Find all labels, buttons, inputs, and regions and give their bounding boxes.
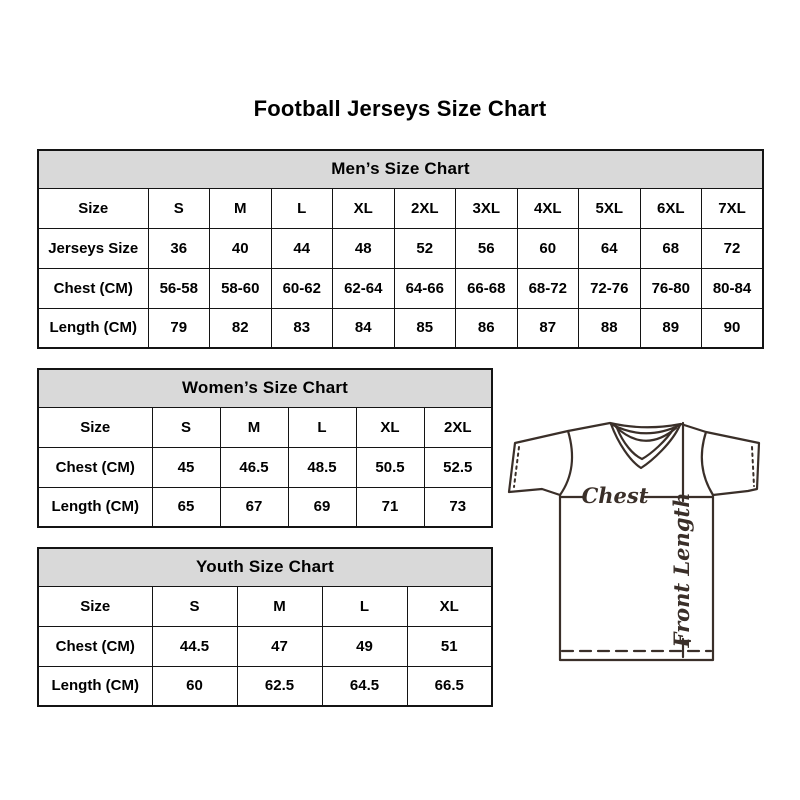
jersey-outline <box>509 423 759 660</box>
row-label-cell: Chest (CM) <box>38 447 152 487</box>
row-label-cell: Chest (CM) <box>38 268 148 308</box>
value-cell: 40 <box>210 228 272 268</box>
value-cell: 66-68 <box>456 268 518 308</box>
value-cell: 44.5 <box>152 626 237 666</box>
value-cell: 47 <box>237 626 322 666</box>
value-cell: 66.5 <box>407 666 492 706</box>
value-cell: 62-64 <box>333 268 395 308</box>
row-label-cell: Size <box>38 407 152 447</box>
value-cell: 69 <box>288 487 356 527</box>
right-sleeve-seam <box>702 432 713 495</box>
size-header-cell: 6XL <box>640 188 702 228</box>
table-title: Youth Size Chart <box>38 548 492 586</box>
value-cell: 48 <box>333 228 395 268</box>
value-cell: 52.5 <box>424 447 492 487</box>
value-cell: 64-66 <box>394 268 456 308</box>
value-cell: 62.5 <box>237 666 322 706</box>
value-cell: 89 <box>640 308 702 348</box>
value-cell: 58-60 <box>210 268 272 308</box>
value-cell: 83 <box>271 308 333 348</box>
size-header-cell: M <box>220 407 288 447</box>
table-row <box>38 268 763 308</box>
value-cell: 48.5 <box>288 447 356 487</box>
value-cell: 88 <box>579 308 641 348</box>
size-header-cell: 5XL <box>579 188 641 228</box>
value-cell: 82 <box>210 308 272 348</box>
value-cell: 49 <box>322 626 407 666</box>
row-label-cell: Jerseys Size <box>38 228 148 268</box>
size-header-cell: S <box>152 586 237 626</box>
value-cell: 51 <box>407 626 492 666</box>
size-header-cell: XL <box>356 407 424 447</box>
size-header-cell: S <box>148 188 210 228</box>
value-cell: 64.5 <box>322 666 407 706</box>
row-label-cell: Size <box>38 586 152 626</box>
size-header-cell: L <box>271 188 333 228</box>
value-cell: 84 <box>333 308 395 348</box>
jersey-measurement-diagram <box>502 398 774 680</box>
page-title: Football Jerseys Size Chart <box>253 96 547 121</box>
value-cell: 90 <box>702 308 764 348</box>
row-label-cell: Length (CM) <box>38 308 148 348</box>
value-cell: 87 <box>517 308 579 348</box>
value-cell: 86 <box>456 308 518 348</box>
value-cell: 56-58 <box>148 268 210 308</box>
row-label-cell: Length (CM) <box>38 487 152 527</box>
value-cell: 46.5 <box>220 447 288 487</box>
value-cell: 68-72 <box>517 268 579 308</box>
value-cell: 64 <box>579 228 641 268</box>
row-label-cell: Size <box>38 188 148 228</box>
size-header-cell: 2XL <box>424 407 492 447</box>
value-cell: 73 <box>424 487 492 527</box>
value-cell: 80-84 <box>702 268 764 308</box>
table-row <box>38 308 763 348</box>
youth-size-table <box>37 547 493 707</box>
value-cell: 60 <box>152 666 237 706</box>
size-header-cell: M <box>210 188 272 228</box>
value-cell: 72-76 <box>579 268 641 308</box>
table-row <box>38 407 492 447</box>
chest-label: Chest <box>581 483 649 508</box>
row-label-cell: Chest (CM) <box>38 626 152 666</box>
value-cell: 36 <box>148 228 210 268</box>
size-header-cell: S <box>152 407 220 447</box>
value-cell: 45 <box>152 447 220 487</box>
table-row <box>38 626 492 666</box>
value-cell: 50.5 <box>356 447 424 487</box>
value-cell: 76-80 <box>640 268 702 308</box>
size-header-cell: 3XL <box>456 188 518 228</box>
value-cell: 52 <box>394 228 456 268</box>
value-cell: 44 <box>271 228 333 268</box>
table-title: Men’s Size Chart <box>38 150 763 188</box>
size-header-cell: L <box>322 586 407 626</box>
row-label-cell: Length (CM) <box>38 666 152 706</box>
value-cell: 79 <box>148 308 210 348</box>
value-cell: 60 <box>517 228 579 268</box>
table-row <box>38 188 763 228</box>
table-title: Women’s Size Chart <box>38 369 492 407</box>
size-header-cell: 4XL <box>517 188 579 228</box>
mens-size-table <box>37 149 764 349</box>
size-header-cell: XL <box>333 188 395 228</box>
size-header-cell: XL <box>407 586 492 626</box>
value-cell: 56 <box>456 228 518 268</box>
size-header-cell: M <box>237 586 322 626</box>
size-header-cell: L <box>288 407 356 447</box>
value-cell: 71 <box>356 487 424 527</box>
size-header-cell: 2XL <box>394 188 456 228</box>
table-row <box>38 666 492 706</box>
left-sleeve-seam <box>560 431 572 495</box>
table-row <box>38 586 492 626</box>
right-cuff-stitch-line <box>752 447 754 486</box>
value-cell: 72 <box>702 228 764 268</box>
value-cell: 68 <box>640 228 702 268</box>
table-row <box>38 228 763 268</box>
value-cell: 65 <box>152 487 220 527</box>
front-length-label: Front Length <box>669 492 694 648</box>
womens-size-table <box>37 368 493 528</box>
table-row <box>38 447 492 487</box>
value-cell: 67 <box>220 487 288 527</box>
size-header-cell: 7XL <box>702 188 764 228</box>
table-row <box>38 487 492 527</box>
value-cell: 60-62 <box>271 268 333 308</box>
value-cell: 85 <box>394 308 456 348</box>
